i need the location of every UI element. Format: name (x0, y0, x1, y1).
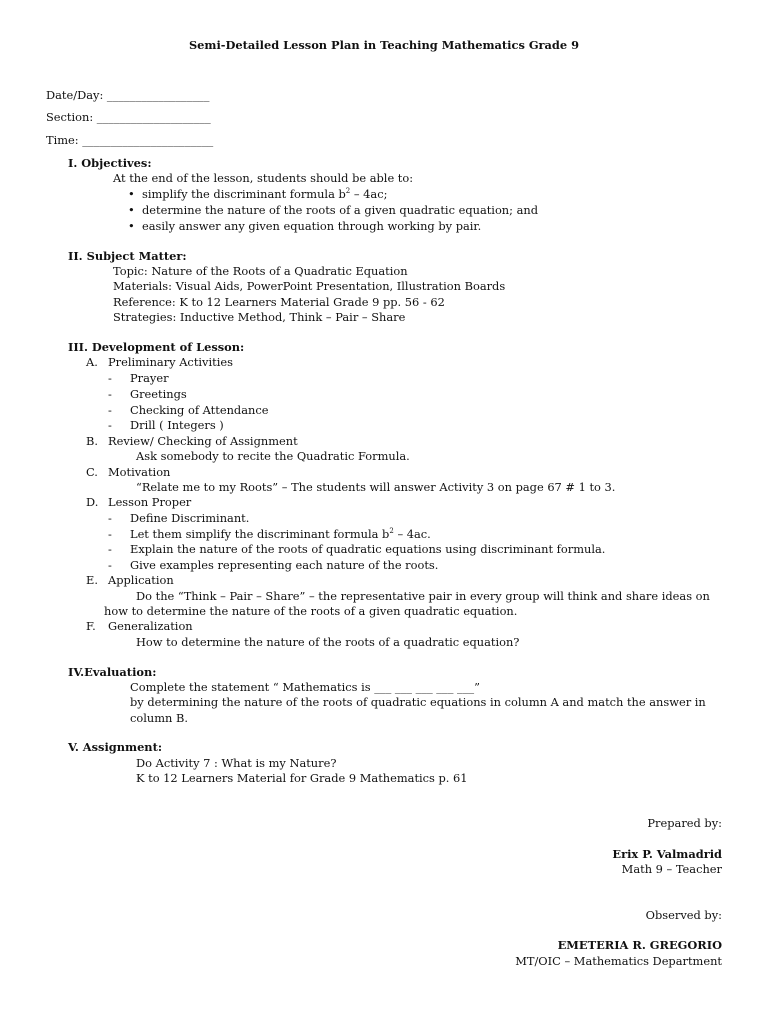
assignment-text: K to 12 Learners Material for Grade 9 Mathematics p. 61 (136, 771, 468, 785)
list-item: Prayer (130, 371, 169, 385)
objective-item: • easily answer any given equation through working by pair. (142, 219, 481, 234)
dash-marker: - (108, 542, 112, 556)
assignment-text: Do Activity 7 : What is my Nature? (136, 756, 337, 770)
evaluation-text: column B. (130, 711, 188, 725)
dash-marker: - (108, 403, 112, 417)
section-label: F. (86, 619, 96, 633)
dash-marker: - (108, 371, 112, 385)
list-item: Give examples representing each nature of the roots. (130, 558, 439, 572)
list-item: Explain the nature of the roots of quadratic equations using discriminant formula. (130, 542, 606, 556)
section-text: Do the “Think – Pair – Share” – the representative pair in every group will think and share ideas on (136, 589, 710, 603)
objective-item: • determine the nature of the roots of a given quadratic equation; and (142, 203, 538, 218)
dash-marker: - (108, 511, 112, 525)
subject-reference: Reference: K to 12 Learners Material Grade 9 pp. 56 - 62 (113, 295, 445, 309)
objectives-intro: At the end of the lesson, students should be able to: (113, 171, 414, 185)
section-label: C. (86, 465, 98, 479)
section-title: Application (108, 573, 174, 587)
section-label: D. (86, 495, 99, 509)
subject-strategies: Strategies: Inductive Method, Think – Pair – Share (113, 310, 406, 324)
evaluation-heading: IV.Evaluation: (68, 665, 157, 679)
subject-materials: Materials: Visual Aids, PowerPoint Presentation, Illustration Boards (113, 279, 506, 293)
section-label: A. (86, 355, 98, 369)
section-title: Generalization (108, 619, 193, 633)
section-title: Review/ Checking of Assignment (108, 434, 298, 448)
preparer-role: Math 9 – Teacher (621, 862, 722, 876)
dash-marker: - (108, 418, 112, 432)
section-text: Ask somebody to recite the Quadratic Formula. (136, 449, 410, 463)
list-item: Define Discriminant. (130, 511, 250, 525)
dash-marker: - (108, 558, 112, 572)
subject-topic: Topic: Nature of the Roots of a Quadratic Equation (113, 264, 408, 278)
objective-item: • simplify the discriminant formula $b^2 - 4ac$; (142, 187, 387, 202)
section-title: Lesson Proper (108, 495, 192, 509)
dash-marker: - (108, 527, 112, 541)
observer-role: MT/OIC – Mathematics Department (515, 954, 722, 968)
development-heading: III. Development of Lesson: (68, 340, 245, 354)
list-item: Checking of Attendance (130, 403, 269, 417)
list-item: Greetings (130, 387, 187, 401)
date-field: Date/Day: __________________ (46, 88, 210, 102)
section-text: “Relate me to my Roots” – The students will answer Activity 3 on page 67 # 1 to 3. (136, 480, 616, 494)
prepared-by-label: Prepared by: (647, 816, 722, 830)
time-field: Time: _______________________ (46, 133, 214, 147)
page-title: Semi-Detailed Lesson Plan in Teaching Mathematics Grade 9 (188, 38, 580, 52)
observer-name: EMETERIA R. GREGORIO (557, 938, 722, 952)
section-field: Section: ____________________ (46, 110, 211, 124)
list-item: Drill ( Integers ) (130, 418, 224, 432)
section-label: E. (86, 573, 98, 587)
section-label: B. (86, 434, 98, 448)
dash-marker: - (108, 387, 112, 401)
section-text: How to determine the nature of the roots of a quadratic equation? (136, 635, 520, 649)
preparer-name: Erix P. Valmadrid (612, 847, 722, 861)
evaluation-text: by determining the nature of the roots of quadratic equations in column A and match the answer in (130, 695, 706, 709)
section-title: Preliminary Activities (108, 355, 233, 369)
list-item: Let them simplify the discriminant formula $b^2 - 4ac$. (130, 527, 431, 541)
assignment-heading: V. Assignment: (68, 740, 163, 754)
subject-matter-heading: II. Subject Matter: (68, 249, 187, 263)
section-title: Motivation (108, 465, 171, 479)
objectives-heading: I. Objectives: (68, 156, 152, 170)
evaluation-text: Complete the statement “ Mathematics is ___ ___ ___ ___ ___” (130, 680, 480, 694)
observed-by-label: Observed by: (645, 908, 722, 922)
section-text: how to determine the nature of the roots of a given quadratic equation. (104, 604, 518, 618)
